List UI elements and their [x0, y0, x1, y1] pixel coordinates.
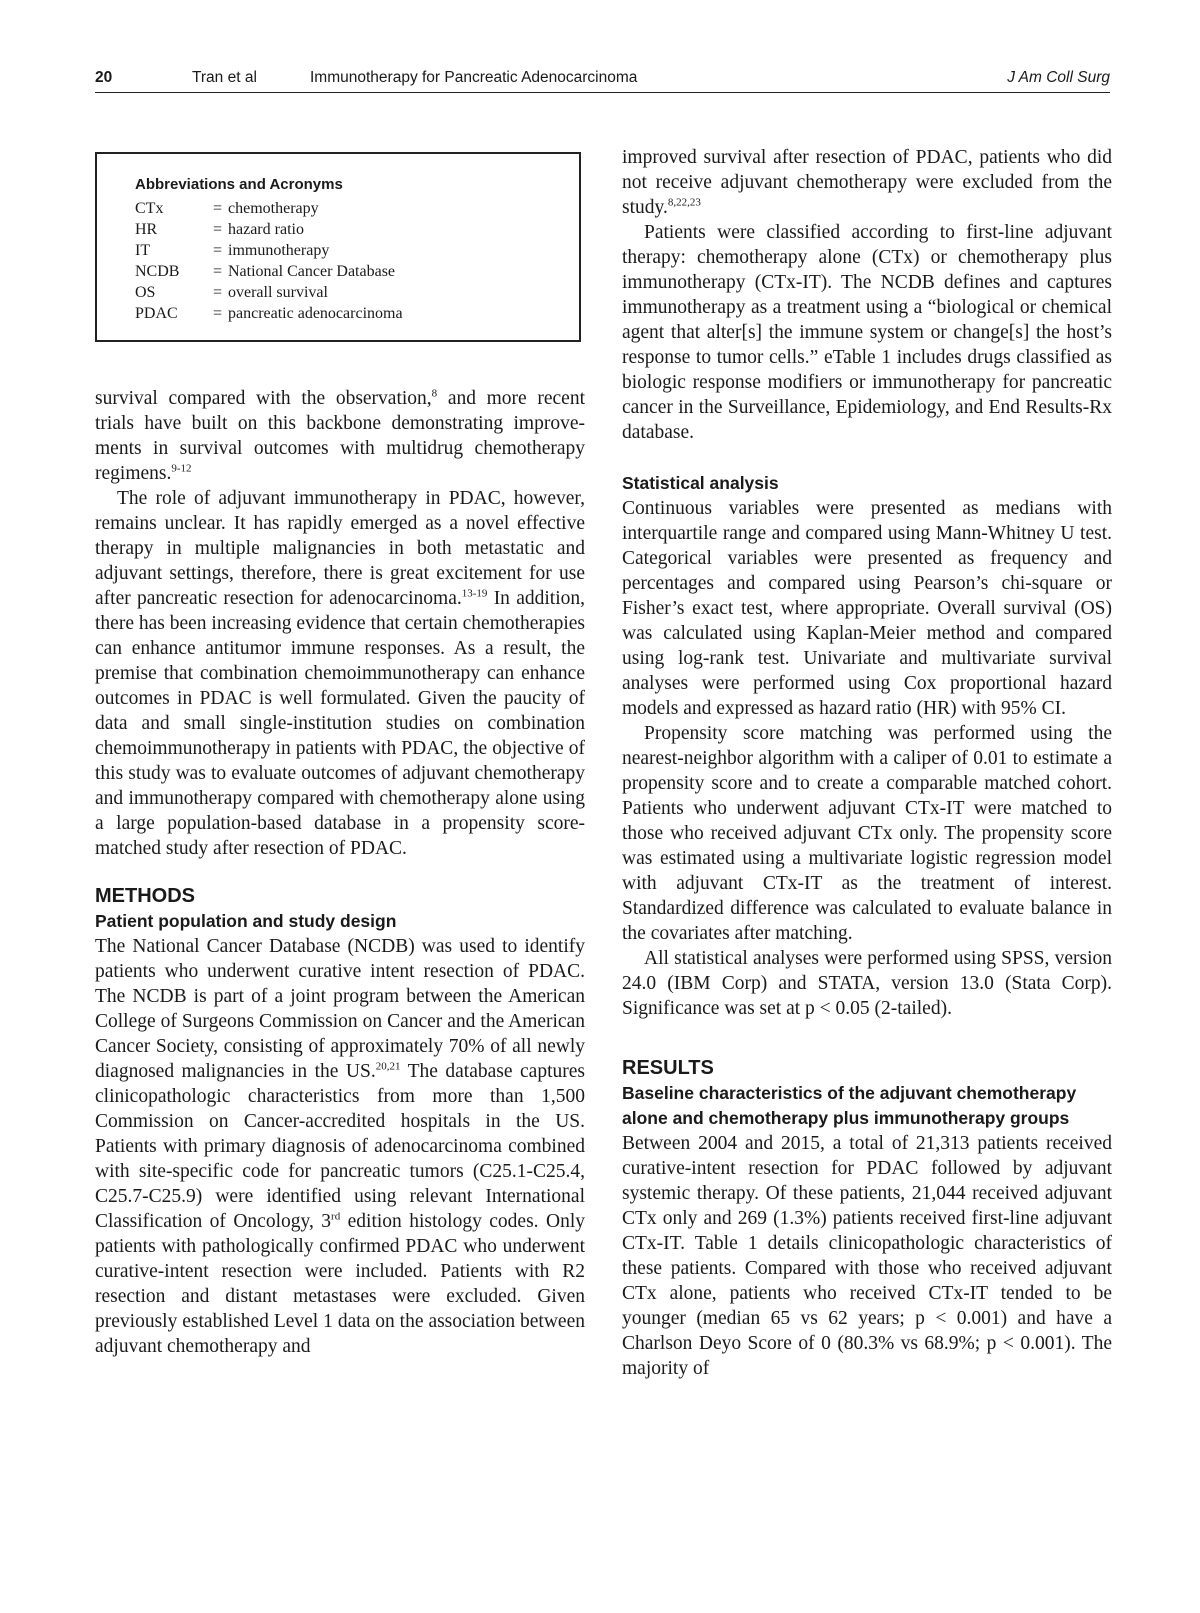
- superscript-ordinal: rd: [331, 1210, 341, 1223]
- abbreviation-row: PDAC = pancreatic adenocarcinoma: [135, 305, 403, 322]
- abbreviation-definition: pancreatic adenocarcinoma: [228, 305, 403, 322]
- running-head: [95, 66, 1110, 93]
- body-paragraph: The National Cancer Database (NCDB) was used to identify patients who underwent curative intent resection of PDAC. The NCDB is part of a joint program between the American College of Surgeons Commission on Cancer and the American Cancer Society, consisting of approximately 70% of all newly diagnosed malignancies in the US.$^{20,21}$ The database captures clinicopathologic characteristics from more than 1,500 Commission on Cancer-accredited hospitals in the US. Patients with primary diagnosis of adenocarcinoma combined with site-specific code for pancreatic tumors (C25.1-C25.4, C25.7-C25.9) were identified using relevant International Classification of Oncology, 3rd edition histology codes. Only patients with pathologically confirmed PDAC who underwent curative-intent resection were included. Patients with R2 resection and distant metastases were excluded. Given previously established Level 1 data on the association between adjuvant chemotherapy and: [95, 936, 585, 1357]
- abbreviation-term: PDAC: [135, 305, 178, 322]
- body-paragraph: Propensity score matching was performed using the nearest-neighbor algorithm with a caliper of 0.01 to estimate a propensity score and to create a comparable matched cohort. Patients who underwent adjuvant CTx-IT were matched to those who received adjuvant CTx only. The propensity score was estimated using a multivariate logistic regression model with adjuvant CTx-IT as the treatment of interest. Standardized difference was calculated to evaluate balance in the covariates after matching.: [622, 723, 1112, 944]
- subsection-heading: Patient population and study design: [95, 911, 397, 931]
- abbreviation-term: NCDB: [135, 263, 180, 280]
- body-paragraph: Continuous variables were presented as medians with interquartile range and compared using Mann-Whitney U test. Categorical variables were presented as frequency and percentages and compared using Pearson’s chi-square or Fisher’s exact test, where appropriate. Overall survival (OS) was calculated using Kaplan-Meier method and compared using log-rank test. Univariate and multivariate survival analyses were performed using Cox proportional hazard models and expressed as hazard ratio (HR) with 95% CI.: [622, 498, 1112, 719]
- citation: 9-12: [171, 462, 192, 475]
- body-paragraph: The role of adjuvant immunotherapy in PDAC, however, remains unclear. It has rapidly emerged as a novel effective therapy in multiple malignancies in both metastatic and adjuvant settings, therefore, there is great excitement for use after pancreatic resection for adenocarcinoma.$^{13-19}$ In addition, there has been increasing evidence that certain chemotherapies can enhance antitumor immune responses. As a result, the premise that combination chemoimmunotherapy can enhance outcomes in PDAC is well formulated. Given the paucity of data and small single-institution studies on combination chemoimmunotherapy in patients with PDAC, the objective of this study was to evaluate outcomes of adjuvant chemotherapy and immunotherapy compared with chemotherapy alone using a large population-based database in a propensity score-matched study after resection of PDAC.: [95, 488, 586, 859]
- subsection-heading: Baseline characteristics of the adjuvant chemotherapy alone and chemotherapy plus immunotherapy groups: [622, 1083, 1077, 1128]
- abbreviation-definition: National Cancer Database: [228, 263, 396, 280]
- citation: 13-19: [461, 587, 488, 600]
- running-head-title: Immunotherapy for Pancreatic Adenocarcinoma: [310, 69, 638, 86]
- abbreviation-term: OS: [135, 284, 156, 301]
- right-column: [622, 145, 1112, 1381]
- citation: 8,22,23: [667, 196, 701, 209]
- body-paragraph: improved survival after resection of PDAC, patients who did not receive adjuvant chemotherapy were excluded from the study.$^{8,22,23}$: [622, 147, 1112, 218]
- left-column: [95, 386, 585, 1359]
- abbreviations-list: [135, 198, 403, 324]
- body-paragraph: survival compared with the observation,$^8$ and more recent trials have built on this backbone demonstrating improvements in survival outcomes with multidrug chemotherapy regimens.$^{9-12}$: [95, 387, 585, 484]
- abbreviation-definition: hazard ratio: [228, 221, 304, 238]
- abbreviation-row: OS = overall survival: [135, 284, 328, 301]
- abbreviation-term: CTx: [135, 200, 164, 217]
- body-paragraph: All statistical analyses were performed using SPSS, version 24.0 (IBM Corp) and STATA, version 13.0 (Stata Corp). Significance was set at p < 0.05 (2-tailed).: [622, 948, 1112, 1019]
- abbreviation-definition: overall survival: [228, 284, 328, 301]
- body-paragraph: Between 2004 and 2015, a total of 21,313 patients received curative-intent resection for PDAC followed by adjuvant systemic therapy. Of these patients, 21,044 received adjuvant CTx only and 269 (1.3%) patients received first-line adjuvant CTx-IT. Table 1 details clinicopathologic characteristics of these patients. Compared with those who received adjuvant CTx alone, patients who received CTx-IT tended to be younger (median 65 vs 62 years; p < 0.001) and have a Charlson Deyo Score of 0 (80.3% vs 68.9%; p < 0.001). The majority of: [622, 1133, 1112, 1379]
- section-heading-results: RESULTS: [622, 1057, 714, 1079]
- abbreviations-title: Abbreviations and Acronyms: [135, 176, 343, 193]
- running-head-authors: Tran et al: [192, 69, 257, 86]
- abbreviations-box: [95, 152, 581, 342]
- subsection-heading: Statistical analysis: [622, 473, 779, 493]
- page-number: 20: [95, 69, 113, 86]
- abbreviation-row: NCDB = National Cancer Database: [135, 263, 396, 280]
- abbreviation-term: IT: [135, 242, 151, 259]
- citation: 8: [431, 387, 438, 400]
- abbreviation-row: CTx = chemotherapy: [135, 200, 319, 217]
- body-paragraph: Patients were classified according to first-line adjuvant therapy: chemotherapy alone (CTx) or chemotherapy plus immunotherapy (CTx-IT). The NCDB defines and captures immunotherapy as a treatment using a “biological or chemical agent that alter[s] the immune system or change[s] the host’s response to tumor cells.” eTable 1 includes drugs classified as biologic response modifiers or immunotherapy for pancreatic cancer in the Surveillance, Epidemiology, and End Results-Rx database.: [622, 222, 1112, 443]
- abbreviation-row: HR = hazard ratio: [135, 221, 304, 238]
- journal-name: J Am Coll Surg: [1007, 69, 1110, 86]
- abbreviation-definition: chemotherapy: [228, 200, 319, 217]
- abbreviation-term: HR: [135, 221, 158, 238]
- abbreviation-row: IT = immunotherapy: [135, 242, 330, 259]
- abbreviation-definition: immunotherapy: [228, 242, 330, 259]
- section-heading-methods: METHODS: [95, 885, 195, 907]
- citation: 20,21: [375, 1060, 401, 1073]
